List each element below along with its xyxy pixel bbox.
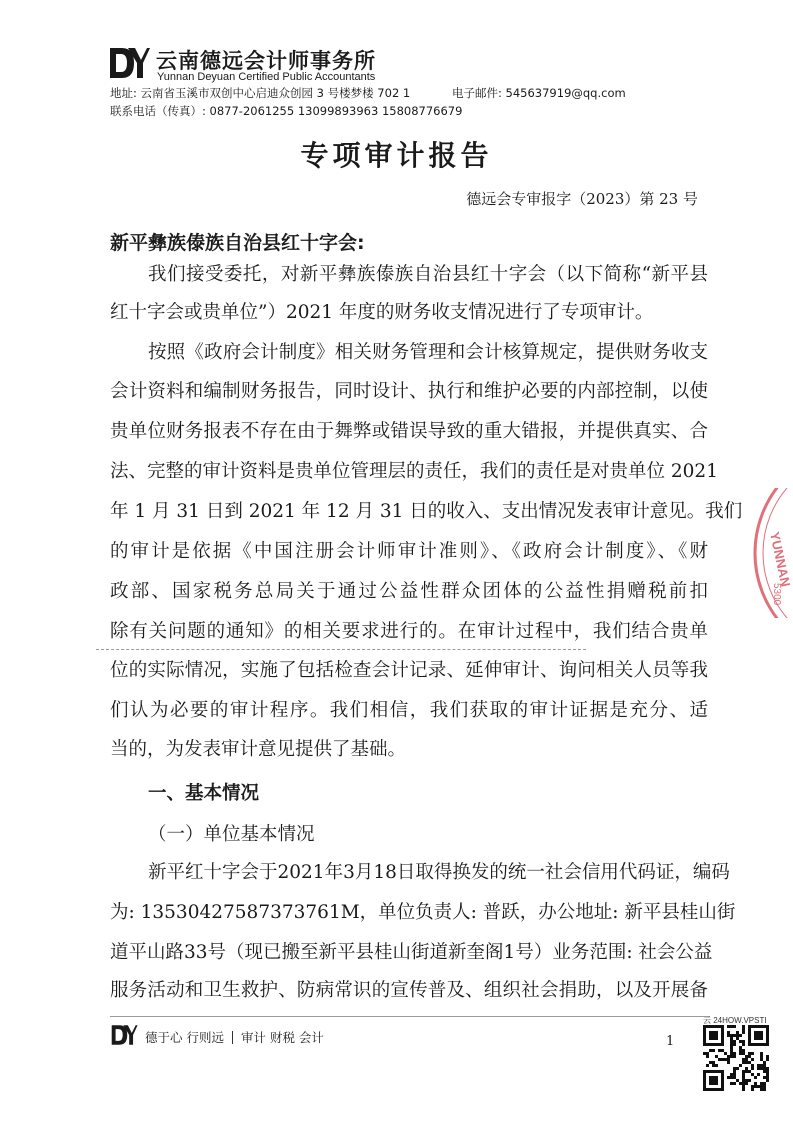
- firm-name-en: Yunnan Deyuan Certified Public Accountants: [157, 71, 376, 83]
- paragraph-line: 位的实际情况，实施了包括检查会计记录、延伸审计、询问相关人员等我: [110, 660, 708, 681]
- firm-logo-icon: [108, 46, 150, 80]
- paragraph-line: 红十字会或贵单位”）2021 年度的财务收支情况进行了专项审计。: [110, 302, 654, 323]
- paragraph-line: 年 1 月 31 日到 2021 年 12 月 31 日的收入、支出情况发表审计意见。我们: [110, 501, 743, 522]
- paragraph-line: 会计资料和编制财务报告，同时设计、执行和维护必要的内部控制，以使: [110, 381, 708, 402]
- slogan-right: 审计 财税 会计: [240, 1030, 324, 1045]
- paragraph-line: 道平山路33号（现已搬至新平县桂山街道新奎阁1号）业务范围: 社会公益: [110, 942, 713, 963]
- firm-email: 电子邮件: 545637919@qq.com: [452, 86, 626, 100]
- firm-address-line: [110, 85, 626, 101]
- firm-name-cn: 云南德远会计师事务所: [156, 49, 376, 73]
- paragraph-line: 除有关问题的通知》的相关要求进行的。在审计过程中，我们结合贵单: [110, 621, 708, 642]
- document-number: 德远会专审报字（2023）第 23 号: [466, 190, 698, 208]
- seal-number: 5300: [771, 583, 782, 606]
- addressee: 新平彝族傣族自治县红十字会:: [110, 232, 365, 254]
- paragraph-line: 为: 13530427587373761M，单位负责人: 普跃，办公地址: 新平县桂山街: [110, 902, 736, 923]
- paragraph-line: 当的，为发表审计意见提供了基础。: [110, 739, 407, 760]
- dashed-mark: [96, 649, 586, 650]
- firm-address: 地址: 云南省玉溪市双创中心启迪众创园 3 号楼梦楼 702 1: [110, 86, 411, 100]
- firm-phone: 联系电话（传真）: 0877-2061255 13099893963 15808776679: [110, 104, 463, 118]
- paragraph-line: 新平红十字会于2021年3月18日取得换发的统一社会信用代码证，编码: [148, 862, 730, 883]
- footer-rule: [110, 1016, 710, 1017]
- report-title: 专项审计报告: [300, 139, 493, 172]
- paragraph-line: 按照《政府会计制度》相关财务管理和会计核算规定，提供财务收支: [148, 342, 708, 363]
- section-heading: 一、基本情况: [148, 783, 260, 804]
- seal-text: YUNNAN: [767, 530, 793, 589]
- qr-code-icon: [703, 1025, 769, 1091]
- footer-slogan: [145, 1028, 324, 1046]
- subsection-heading: （一）单位基本情况: [148, 824, 315, 845]
- paragraph-line: 政部、国家税务总局关于通过公益性群众团体的公益性捐赠税前扣: [110, 581, 708, 602]
- paragraph-line: 我们接受委托，对新平彝族傣族自治县红十字会（以下简称“新平县: [148, 264, 708, 285]
- paragraph-line: 法、完整的审计资料是贵单位管理层的责任，我们的责任是对贵单位 2021: [110, 461, 718, 482]
- paragraph-line: 服务活动和卫生救护、防病常识的宣传普及、组织社会捐助，以及开展备: [110, 980, 708, 1001]
- footer-logo-icon: [110, 1024, 138, 1046]
- page-number: 1: [666, 1034, 675, 1049]
- paragraph-line: 贵单位财务报表不存在由于舞弊或错误导致的重大错报，并提供真实、合: [110, 421, 708, 442]
- paragraph-line: 的审计是依据《中国注册会计师审计准则》、《政府会计制度》、《财: [110, 541, 708, 562]
- official-seal-icon: [748, 488, 793, 618]
- slogan-left: 德于心 行则远: [145, 1030, 224, 1045]
- qr-code-label: 云 24HOW.VPSTI: [703, 1016, 767, 1025]
- paragraph-line: 们认为必要的审计程序。我们相信，我们获取的审计证据是充分、适: [110, 700, 708, 721]
